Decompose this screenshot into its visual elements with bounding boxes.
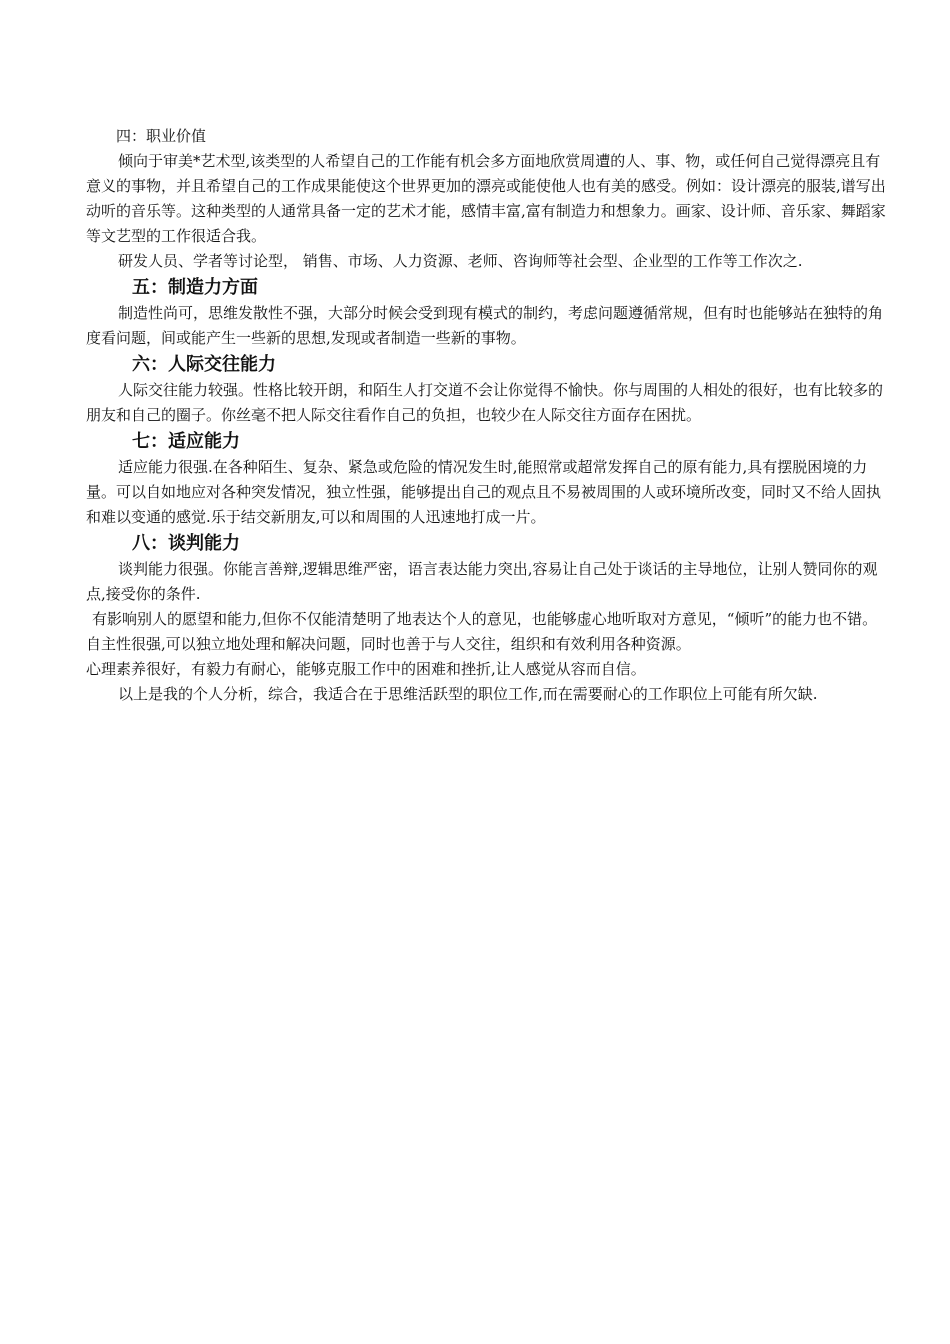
conclusion-paragraph: 以上是我的个人分析，综合，我适合在于思维活跃型的职位工作,而在需要耐心的工作职位上可能有所欠缺. <box>118 685 818 703</box>
section-4-paragraph-1: 倾向于审美*艺术型,该类型的人希望自己的工作能有机会多方面地欣赏周遭的人、事、物，或任何自己觉得漂亮且有意义的事物，并且希望自己的工作成果能使这个世界更加的漂亮或能使他人也有美的感受。例如：设计漂亮的服装,谱写出动听的音乐等。这种类型的人通常具备一定的艺术才能，感情丰富,富有制造力和想象力。画家、设计师、音乐家、舞蹈家等文艺型的工作很适合我。 <box>86 152 886 245</box>
section-4-label: 四：职业价值 <box>116 127 207 145</box>
document-page <box>86 124 886 707</box>
section-7-heading: 七：适应能力 <box>132 431 240 452</box>
section-6-heading: 六：人际交往能力 <box>132 354 276 375</box>
section-8-paragraph-2: 有影响别人的愿望和能力,但你不仅能清楚明了地表达个人的意见，也能够虚心地听取对方意见，“倾听”的能力也不错。 <box>92 610 878 628</box>
section-5-heading: 五：制造力方面 <box>132 277 258 298</box>
section-4-paragraph-2: 研发人员、学者等讨论型， 销售、市场、人力资源、老师、咨询师等社会型、企业型的工作等工作次之. <box>118 252 803 270</box>
section-8-paragraph-3: 自主性很强,可以独立地处理和解决问题，同时也善于与人交往，组织和有效利用各种资源。 <box>86 635 691 653</box>
section-8-paragraph-1: 谈判能力很强。你能言善辩,逻辑思维严密，语言表达能力突出,容易让自己处于谈话的主导地位，让别人赞同你的观点,接受你的条件. <box>86 560 878 603</box>
section-8-heading: 八：谈判能力 <box>132 533 240 554</box>
section-5-paragraph: 制造性尚可，思维发散性不强，大部分时候会受到现有模式的制约，考虑问题遵循常规，但有时也能够站在独特的角度看问题，间或能产生一些新的思想,发现或者制造一些新的事物。 <box>86 304 884 347</box>
section-7-paragraph: 适应能力很强.在各种陌生、复杂、紧急或危险的情况发生时,能照常或超常发挥自己的原有能力,具有摆脱困境的力量。可以自如地应对各种突发情况，独立性强，能够提出自己的观点且不易被周围的人或环境所改变，同时又不给人固执和难以变通的感觉.乐于结交新朋友,可以和周围的人迅速地打成一片。 <box>86 458 882 526</box>
section-6-paragraph: 人际交往能力较强。性格比较开朗，和陌生人打交道不会让你觉得不愉快。你与周围的人相处的很好，也有比较多的朋友和自己的圈子。你丝毫不把人际交往看作自己的负担，也较少在人际交往方面存在困扰。 <box>86 381 884 424</box>
section-8-paragraph-4: 心理素养很好，有毅力有耐心，能够克服工作中的困难和挫折,让人感觉从容而自信。 <box>86 660 646 678</box>
